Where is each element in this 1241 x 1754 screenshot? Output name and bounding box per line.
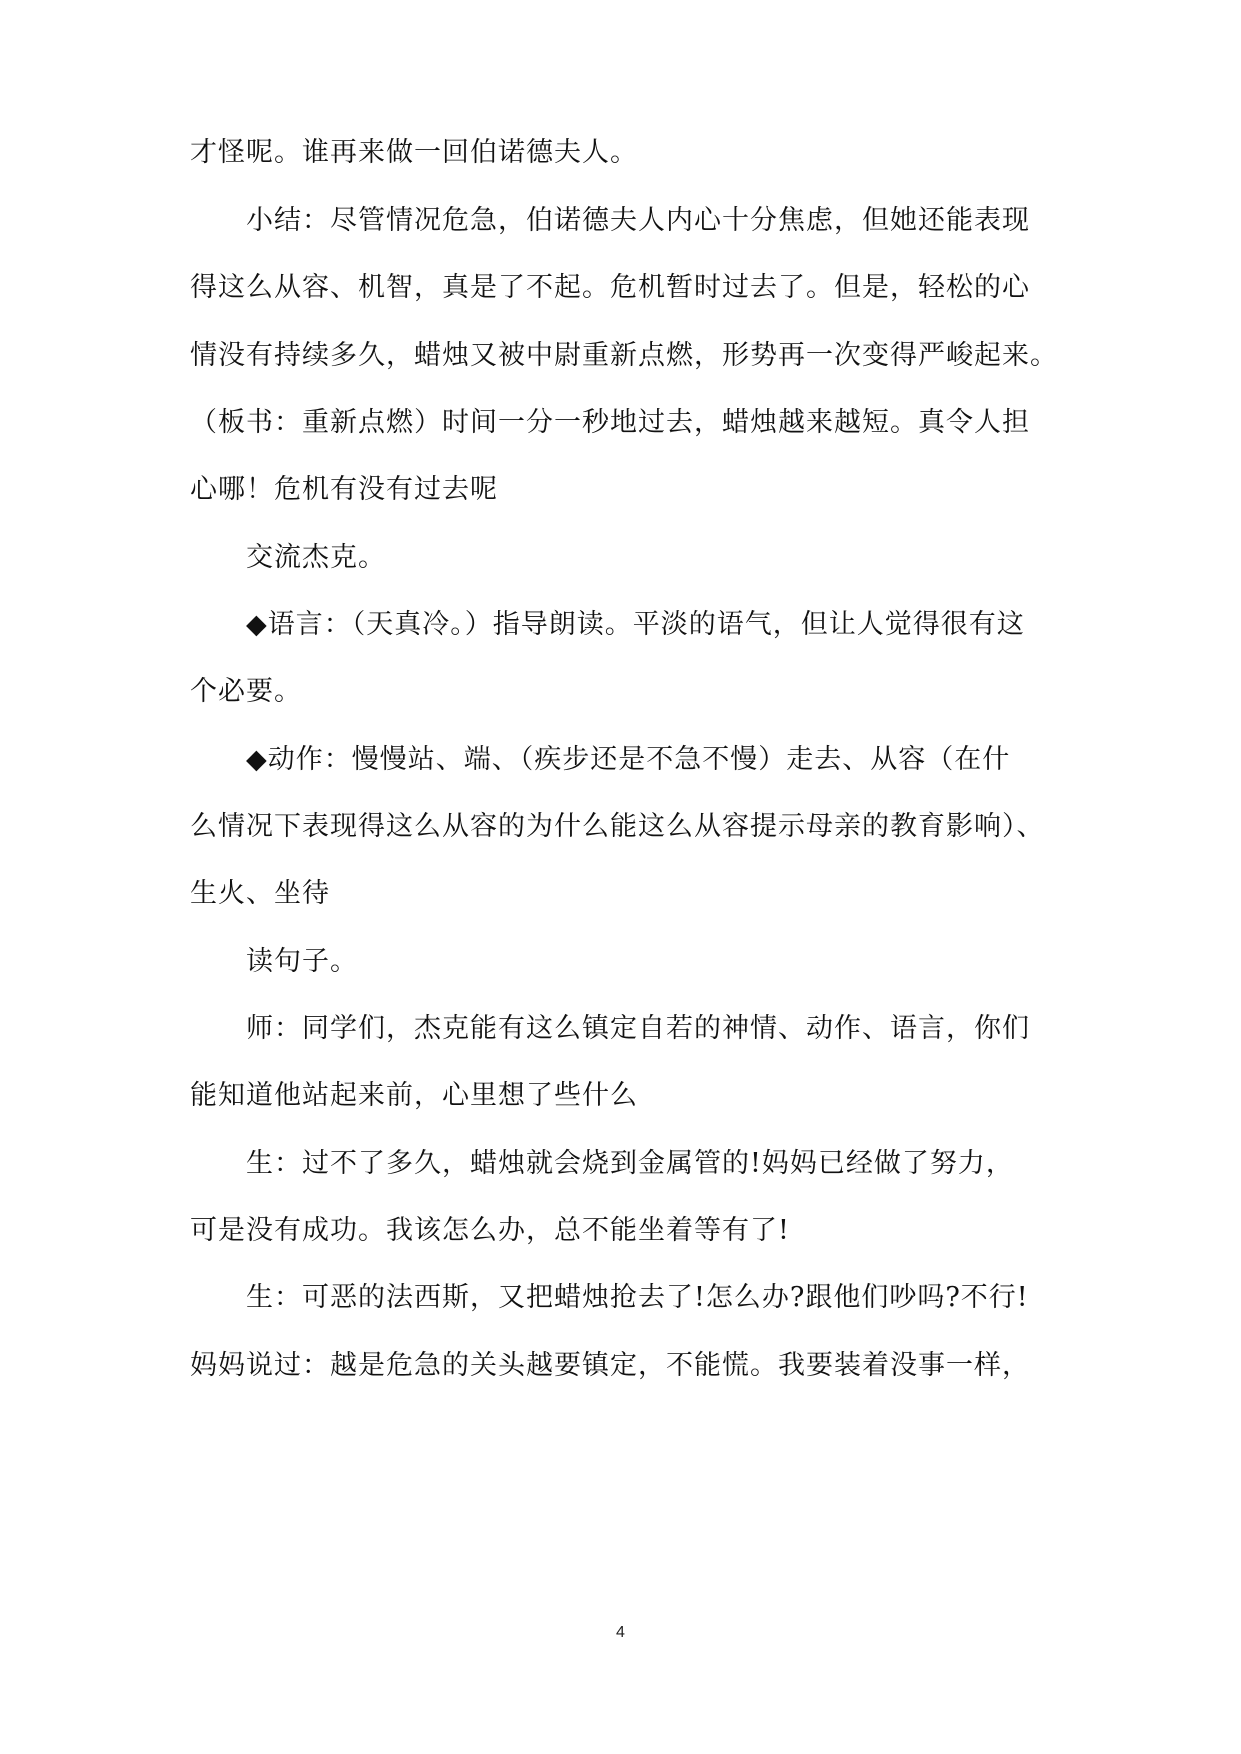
text-line: 交流杰克。 (246, 542, 386, 573)
text-line: ◆动作：慢慢站、端、（疾步还是不急不慢）走去、从容（在什 (246, 744, 1011, 775)
text-line: 么情况下表现得这么从容的为什么能这么从容提示母亲的教育影响）、 (190, 811, 1045, 842)
text-line: 生火、坐待 (190, 878, 330, 909)
text-line: （板书：重新点燃）时间一分一秒地过去，蜡烛越来越短。真令人担 (190, 407, 1030, 438)
text-line: 可是没有成功。我该怎么办，总不能坐着等有了! (190, 1215, 790, 1246)
text-line: 妈妈说过：越是危急的关头越要镇定，不能慌。我要装着没事一样， (190, 1350, 1030, 1381)
text-line: 生：可恶的法西斯，又把蜡烛抢去了!怎么办?跟他们吵吗?不行! (246, 1282, 1029, 1313)
text-line: 情没有持续多久，蜡烛又被中尉重新点燃，形势再一次变得严峻起来。 (190, 340, 1058, 371)
text-line: ◆语言：（天真冷。）指导朗读。平淡的语气，但让人觉得很有这 (246, 609, 1025, 640)
text-line: 生：过不了多久，蜡烛就会烧到金属管的!妈妈已经做了努力， (246, 1148, 1014, 1179)
text-line: 读句子。 (246, 946, 358, 977)
page-number: 4 (616, 1624, 625, 1641)
text-line: 心哪！危机有没有过去呢 (190, 474, 498, 505)
text-line: 能知道他站起来前，心里想了些什么 (190, 1080, 638, 1111)
text-line: 个必要。 (190, 676, 302, 707)
text-line: 小结：尽管情况危急，伯诺德夫人内心十分焦虑，但她还能表现 (246, 205, 1030, 236)
text-line: 得这么从容、机智，真是了不起。危机暂时过去了。但是，轻松的心 (190, 272, 1030, 303)
text-line: 师：同学们，杰克能有这么镇定自若的神情、动作、语言，你们 (246, 1013, 1030, 1044)
text-line: 才怪呢。谁再来做一回伯诺德夫人。 (190, 137, 638, 168)
